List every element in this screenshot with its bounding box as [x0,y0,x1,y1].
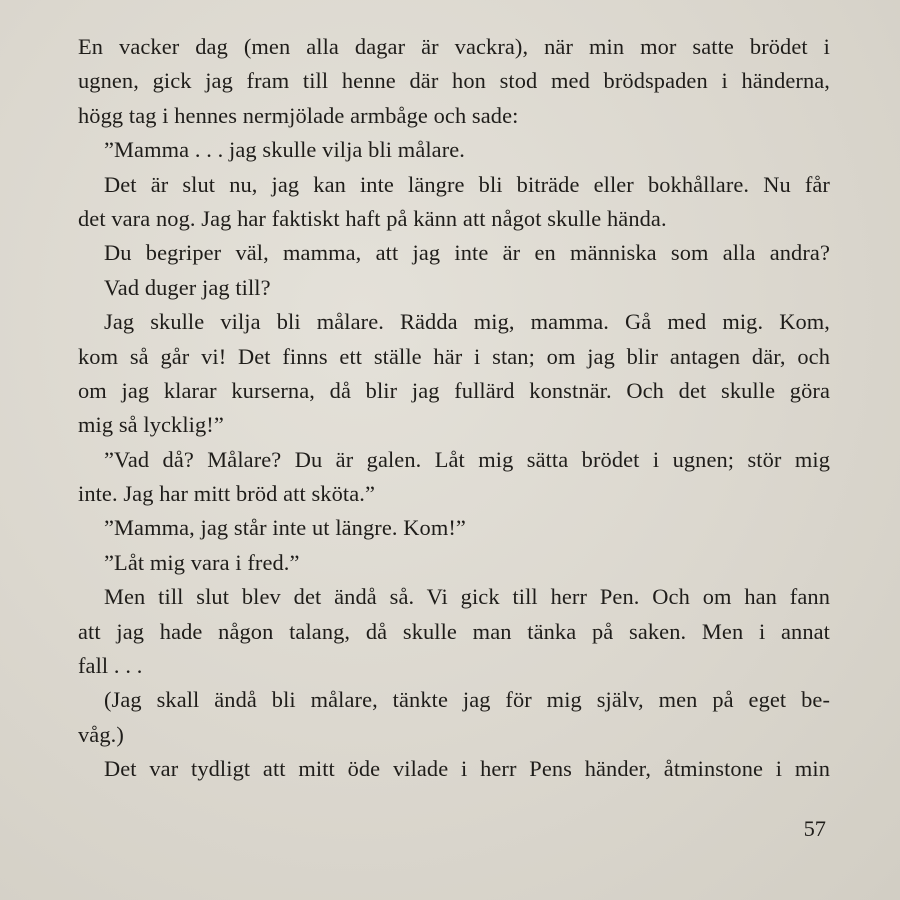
text-line: ”Mamma, jag står inte ut längre. Kom!” [104,515,466,541]
text-line: Det är slut nu, jag kan inte längre bli biträde eller bokhållare. Nu får [104,171,830,197]
body-text [78,30,830,787]
text-line: om jag klarar kurserna, då blir jag fullärd konstnär. Och det skulle göra [78,377,830,403]
text-line: Det var tydligt att mitt öde vilade i herr Pens händer, åtminstone i min [104,756,830,782]
text-line: En vacker dag (men alla dagar är vackra), när min mor satte brödet i [78,34,830,59]
text-line: fall . . . [78,653,143,679]
text-line: ugnen, gick jag fram till henne där hon stod med brödspaden i händerna, [78,68,830,94]
text-line: mig så lycklig!” [78,412,224,438]
text-line: Jag skulle vilja bli målare. Rädda mig, mamma. Gå med mig. Kom, [104,309,830,335]
text-line: ”Vad då? Målare? Du är galen. Låt mig sätta brödet i ugnen; stör mig [104,446,830,472]
text-line: Men till slut blev det ändå så. Vi gick till herr Pen. Och om han fann [104,584,830,610]
text-line: kom så går vi! Det finns ett ställe här i stan; om jag blir antagen där, och [78,343,830,369]
text-line: Du begriper väl, mamma, att jag inte är en människa som alla andra? [104,240,830,266]
text-line: (Jag skall ändå bli målare, tänkte jag för mig själv, men på eget be- [104,687,830,713]
text-line: högg tag i hennes nermjölade armbåge och sade: [78,102,519,128]
text-line: det vara nog. Jag har faktiskt haft på känn att något skulle hända. [78,205,667,231]
page-number: 57 [803,816,826,841]
text-line: att jag hade någon talang, då skulle man tänka på saken. Men i annat [78,618,830,644]
text-line: inte. Jag har mitt bröd att sköta.” [78,481,375,507]
text-line: våg.) [78,721,124,747]
text-line: ”Mamma . . . jag skulle vilja bli målare. [104,137,466,163]
text-line: ”Låt mig vara i fred.” [104,549,300,575]
text-line: Vad duger jag till? [104,274,271,300]
